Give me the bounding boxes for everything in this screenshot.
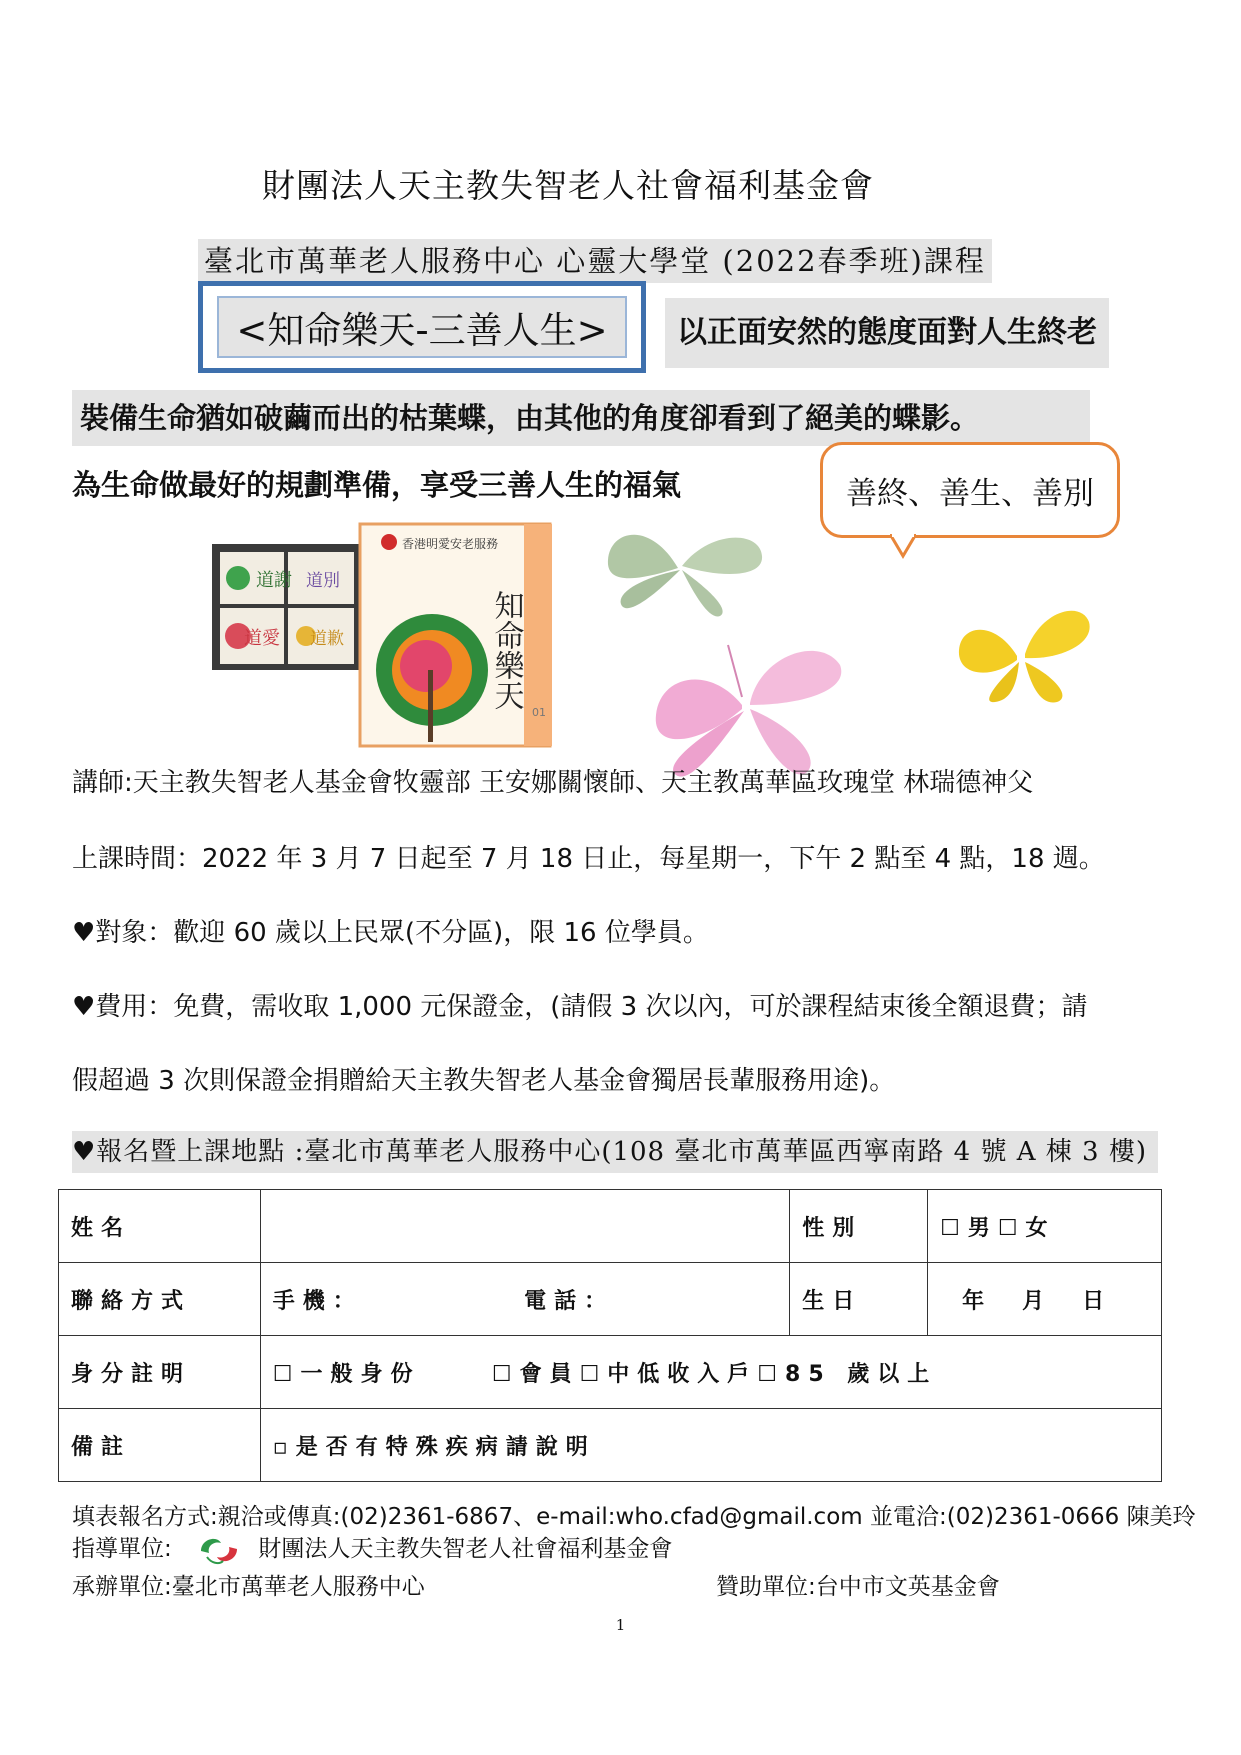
- guide-unit: [72, 1530, 672, 1567]
- book-title: 知命樂天: [488, 590, 524, 710]
- card-4: 道歉: [310, 629, 344, 649]
- contact-field[interactable]: [260, 1263, 789, 1336]
- course-title-box: [198, 281, 646, 373]
- form-row-remark: [59, 1409, 1162, 1482]
- page-number: 1: [615, 1616, 626, 1634]
- sponsor-unit: 贊助單位:台中市文英基金會: [716, 1574, 1000, 1600]
- guide-org: 財團法人天主教失智老人社會福利基金會: [258, 1536, 673, 1562]
- book-publisher: 香港明愛安老服務: [402, 537, 499, 551]
- speech-bubble: 善終、善生、善別: [820, 442, 1120, 538]
- card-3: 道愛: [244, 628, 280, 649]
- intro-line-1: 以正面安然的態度面對人生終老: [665, 298, 1109, 368]
- gender-options[interactable]: ☐男☐女: [928, 1190, 1162, 1263]
- identity-label: 身分註明: [59, 1336, 261, 1409]
- org-title: 財團法人天主教失智老人社會福利基金會: [262, 166, 874, 205]
- remark-label: 備註: [59, 1409, 261, 1482]
- intro-line-2: 裝備生命猶如破繭而出的枯葉蝶，由其他的角度卻看到了絕美的蝶影。: [72, 390, 1090, 446]
- fee-line-1: ♥費用：免費，需收取 1,000 元保證金，(請假 3 次以內，可於課程結束後全額退費；請: [72, 992, 1088, 1022]
- name-field[interactable]: [260, 1190, 789, 1263]
- lecturer: 講師:天主教失智老人基金會牧靈部 王安娜關懷師、天主教萬華區玫瑰堂 林瑞德神父: [72, 768, 1034, 798]
- target-audience: ♥對象：歡迎 60 歲以上民眾(不分區)，限 16 位學員。: [72, 918, 709, 948]
- foundation-logo-icon: [197, 1533, 241, 1567]
- host-unit: 承辦單位:臺北市萬華老人服務中心: [72, 1574, 425, 1600]
- card-1: 道謝: [256, 570, 292, 591]
- birthday-label: 生日: [790, 1263, 928, 1336]
- course-title: <知命樂天-三善人生>: [217, 296, 627, 358]
- form-row-name: [59, 1190, 1162, 1263]
- mobile-label: 手機：: [272, 1288, 363, 1314]
- book-number: 01: [532, 706, 546, 719]
- registration-method: 填表報名方式:親洽或傳真:(02)2361-6867、e-mail:who.cfad@gmail.com 並電洽:(02)2361-0666 陳美玲: [72, 1504, 1196, 1530]
- phone-label: 電話：: [524, 1288, 615, 1314]
- book-cards-illustration: [206, 520, 562, 750]
- identity-options[interactable]: [260, 1336, 1161, 1409]
- identity-other-checkboxes[interactable]: ☐會員☐中低收入戶☐85 歲以上: [491, 1361, 938, 1387]
- gender-label: 性別: [790, 1190, 928, 1263]
- registration-form: [58, 1189, 1162, 1482]
- fee-line-2: 假超過 3 次則保證金捐贈給天主教失智老人基金會獨居長輩服務用途)。: [72, 1066, 896, 1096]
- name-label: 姓名: [59, 1190, 261, 1263]
- speech-bubble-tail: [890, 534, 916, 560]
- form-row-contact: [59, 1263, 1162, 1336]
- card-2: 道別: [306, 571, 340, 591]
- book-cards-photo: [206, 520, 562, 750]
- green-butterfly-icon: [600, 520, 770, 620]
- birthday-field[interactable]: 年 月 日: [928, 1263, 1162, 1336]
- course-subtitle: 臺北市萬華老人服務中心 心靈大學堂 (2022春季班)課程: [198, 239, 992, 283]
- intro-line-3: 為生命做最好的規劃準備，享受三善人生的福氣: [72, 468, 682, 502]
- remark-field[interactable]: ▫是否有特殊疾病請說明: [260, 1409, 1161, 1482]
- form-row-identity: [59, 1336, 1162, 1409]
- guide-label: 指導單位:: [72, 1536, 172, 1562]
- yellow-butterfly-icon: [955, 600, 1095, 705]
- identity-general-checkbox[interactable]: ☐一般身份: [272, 1361, 421, 1387]
- location: ♥報名暨上課地點 :臺北市萬華老人服務中心(108 臺北市萬華區西寧南路 4 號 A 棟 3 樓): [72, 1131, 1158, 1173]
- contact-label: 聯絡方式: [59, 1263, 261, 1336]
- class-schedule: 上課時間：2022 年 3 月 7 日起至 7 月 18 日止，每星期一，下午 2 點至 4 點，18 週。: [72, 844, 1105, 874]
